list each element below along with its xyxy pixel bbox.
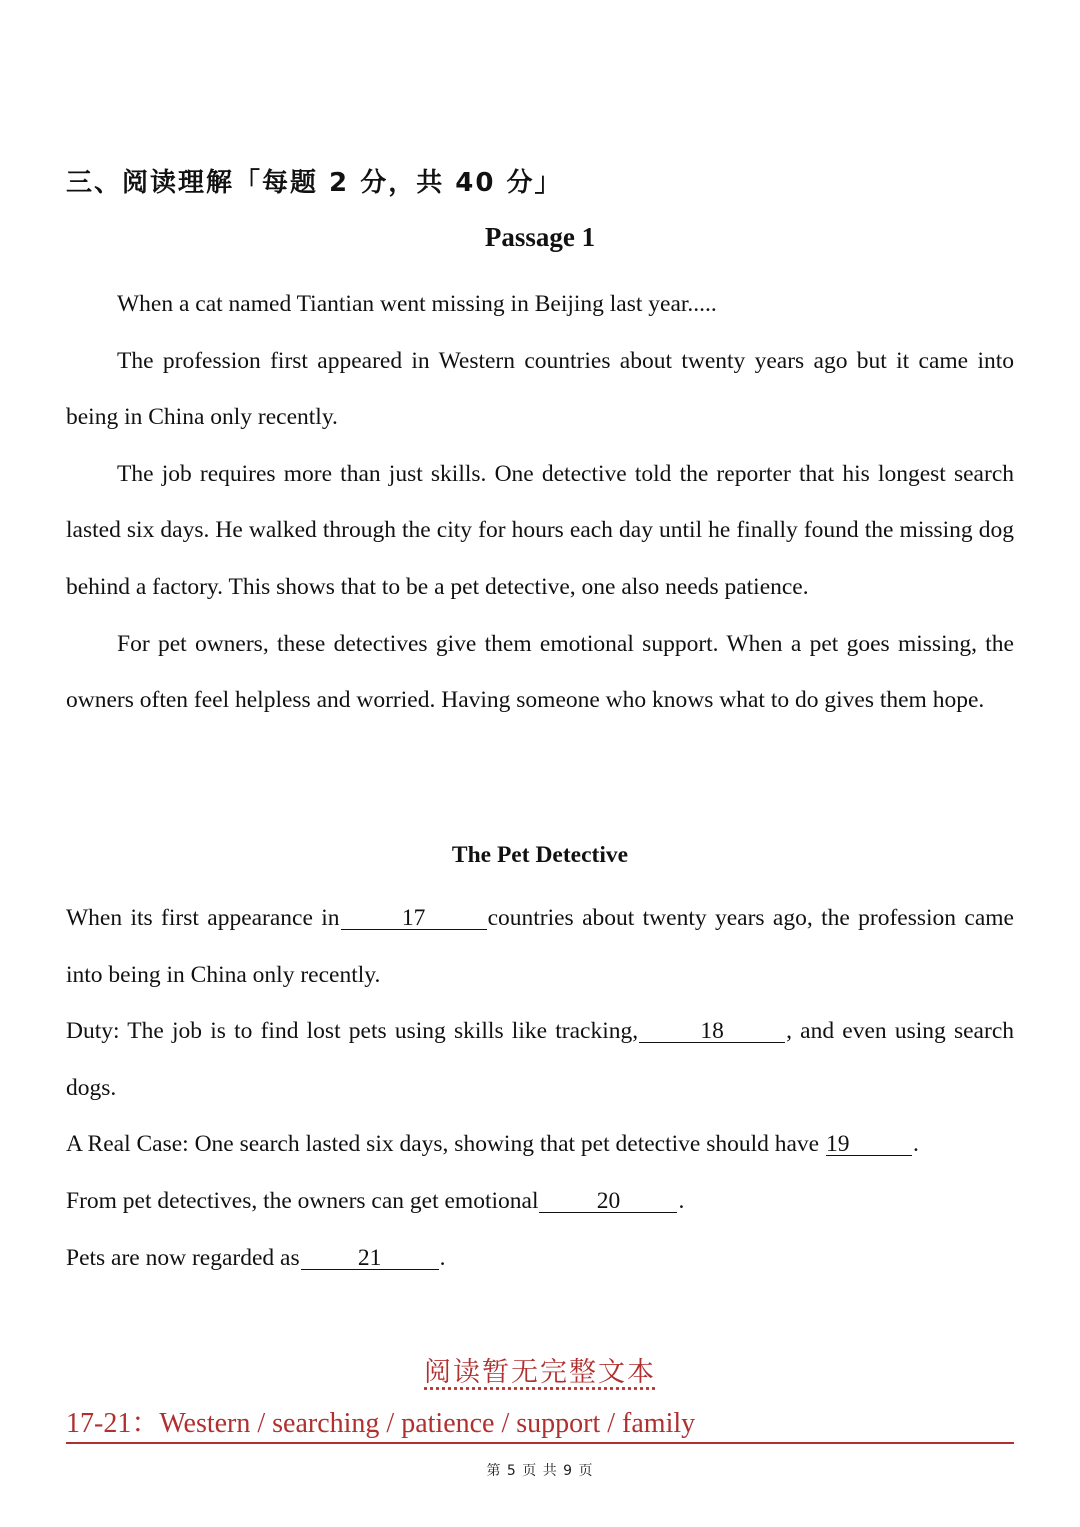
summary-title: The Pet Detective — [451, 842, 629, 868]
passage-paragraph: The profession first appeared in Western countries about twenty years ago but it came into being in China only recently. — [66, 347, 1014, 431]
summary-text: A Real Case: One search lasted six days, showing that pet detective should have — [66, 1131, 820, 1158]
summary-line-17 — [66, 890, 1014, 1003]
blank-20: 20 — [539, 1190, 677, 1213]
passage-body — [66, 276, 1014, 729]
passage-paragraph: When a cat named Tiantian went missing in Beijing last year..... — [117, 291, 717, 317]
summary-table — [66, 890, 1014, 1286]
summary-text: . — [439, 1244, 446, 1271]
blank-21: 21 — [301, 1247, 439, 1270]
summary-text: When its first appearance in — [66, 905, 340, 931]
summary-line-20 — [66, 1173, 1014, 1230]
section-title: 三、阅读理解「每题 2 分，共 40 分」 — [66, 168, 563, 198]
summary-text: . — [913, 1131, 919, 1158]
answer-key: 17-21：Western / searching / patience / support / family — [66, 1406, 1014, 1444]
summary-line-18 — [66, 1003, 1014, 1116]
blank-19: 19 — [826, 1133, 912, 1156]
missing-text-note: 阅读暂无完整文本 — [424, 1357, 656, 1388]
summary-text: From pet detectives, the owners can get emotional — [66, 1187, 539, 1214]
passage-title: Passage 1 — [484, 222, 596, 252]
summary-text: Duty: The job is to find lost pets using skills like tracking, — [66, 1018, 639, 1045]
page-number: 第 5 页 共 9 页 — [486, 1463, 594, 1479]
blank-18: 18 — [639, 1020, 785, 1043]
summary-text: Pets are now regarded as — [66, 1244, 300, 1271]
passage-paragraph: The job requires more than just skills. One detective told the reporter that his longest search lasted six days. He walked through the city for hours each day until he finally found the missing dog behind a factory. This shows that to be a pet detective, one also needs patience. — [66, 460, 1014, 600]
summary-line-21 — [66, 1230, 1014, 1287]
blank-17: 17 — [341, 907, 487, 930]
summary-text: , and even using search dogs. — [66, 1018, 1014, 1101]
summary-text: countries about twenty years ago, the profession came into being in China only recently. — [66, 905, 1014, 988]
summary-text: . — [678, 1187, 685, 1214]
summary-line-19 — [66, 1116, 1014, 1173]
passage-paragraph: For pet owners, these detectives give them emotional support. When a pet goes missing, the owners often feel helpless and worried. Having someone who knows what to do gives them hope. — [66, 630, 1014, 714]
